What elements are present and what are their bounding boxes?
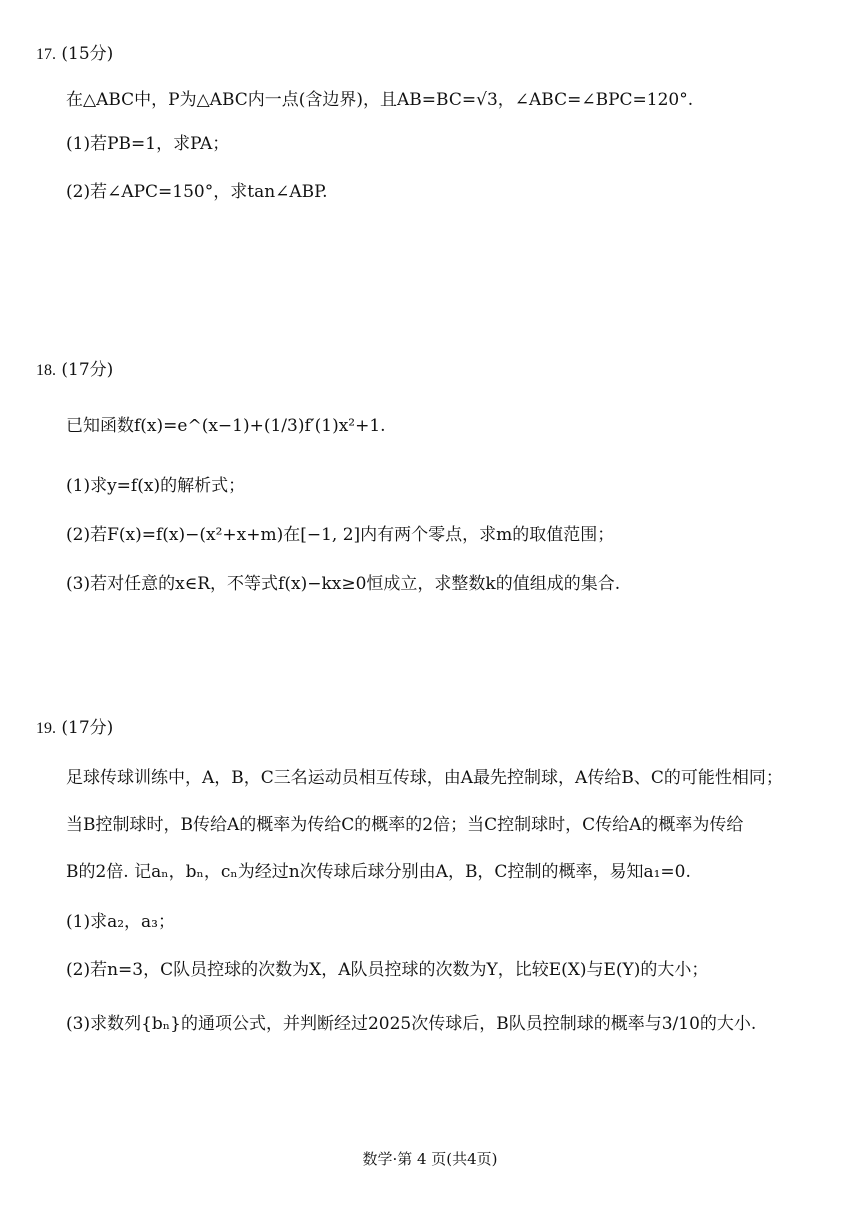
part-text: (2)若n=3，C队员控球的次数为X，A队员控球的次数为Y，比较E(X)与E(Y)的大小； <box>66 960 709 980</box>
problem-number: 18. <box>36 362 56 379</box>
problem-19-part-3 <box>66 1012 756 1036</box>
page-footer: 数学·第 4 页(共4页) <box>362 1150 498 1168</box>
part-text: (1)若PB=1，求PA； <box>66 134 230 154</box>
part-text: (1)求y=f(x)的解析式； <box>66 476 246 496</box>
problem-19-part-1 <box>66 910 175 934</box>
part-text: (2)若∠APC=150°，求tan∠ABP. <box>66 182 328 202</box>
problem-19-statement-2 <box>66 813 743 837</box>
statement-text: 足球传球训练中，A，B，C三名运动员相互传球，由A最先控制球，A传给B、C的可能性相同； <box>66 768 783 788</box>
problem-19-part-2 <box>66 958 708 982</box>
problem-18-part-2 <box>66 523 614 547</box>
problem-18-part-1 <box>66 474 245 498</box>
problem-17-part-2 <box>66 180 328 204</box>
problem-17-header <box>36 42 113 67</box>
statement-text: B的2倍. 记aₙ，bₙ，cₙ为经过n次传球后球分别由A，B，C控制的概率，易知a₁=0. <box>66 862 691 882</box>
problem-score: (17分) <box>61 360 114 380</box>
problem-number: 19. <box>36 720 56 737</box>
problem-score: (17分) <box>61 718 114 738</box>
part-text: (1)求a₂，a₃； <box>66 912 175 932</box>
problem-19-statement-1 <box>66 766 783 790</box>
problem-18-statement <box>66 414 386 438</box>
problem-18-header <box>36 358 113 383</box>
problem-score: (15分) <box>61 44 114 64</box>
problem-19-statement-3 <box>66 860 691 884</box>
problem-17-text: 在△ABC中，P为△ABC内一点(含边界)，且AB=BC=√3，∠ABC=∠BPC=120°. <box>66 90 694 110</box>
statement-text: 当B控制球时，B传给A的概率为传给C的概率的2倍；当C控制球时，C传给A的概率为传给 <box>66 815 744 835</box>
part-text: (3)求数列{bₙ}的通项公式，并判断经过2025次传球后，B队员控制球的概率与3/10的大小. <box>66 1014 757 1034</box>
problem-17-part-1 <box>66 132 229 156</box>
part-text: (3)若对任意的x∈R，不等式f(x)−kx≥0恒成立，求整数k的值组成的集合. <box>66 574 621 594</box>
problem-number: 17. <box>36 46 56 63</box>
part-text: (2)若F(x)=f(x)−(x²+x+m)在[−1, 2]内有两个零点，求m的取值范围； <box>66 525 615 545</box>
problem-18-text: 已知函数f(x)=e^(x−1)+(1/3)f′(1)x²+1. <box>66 416 386 436</box>
problem-18-part-3 <box>66 572 620 596</box>
problem-17-statement <box>66 88 693 112</box>
problem-19-header <box>36 716 113 741</box>
